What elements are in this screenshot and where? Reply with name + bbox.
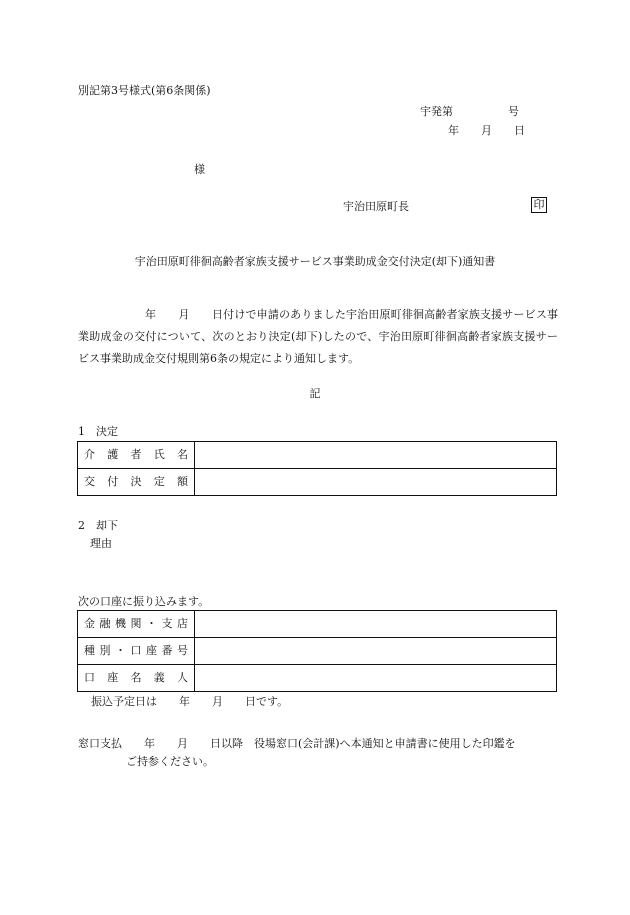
table-label-cell [78,611,195,638]
label-char: 機 [115,617,126,631]
body-paragraph: 年 月 日付けで申請のありました宇治田原町徘徊高齢者家族支援サービス事業助成金の交付について、次のとおり決定(却下)したので、宇治田原町徘徊高齢者家族支援サービス事業助成金交付規則第6条の規定により通知します。 [78,308,558,365]
account-type-number-field[interactable] [195,638,557,665]
label-char: 関 [130,617,142,631]
ki-mark: 記 [309,387,321,400]
grant-amount-label [84,474,188,490]
table-row [78,442,557,469]
grant-amount-field[interactable] [195,469,557,496]
form-label: 別記第3号様式(第6条関係) [78,84,211,97]
document-number: 宇発第 号 [420,105,519,118]
table-row [78,611,557,638]
label-char: 番 [161,644,173,658]
label-char: 氏 [153,448,165,462]
label-char: 口 [130,644,142,658]
label-char: 種 [84,644,95,658]
label-char: ・ [146,617,157,631]
document-date: 年 月 日 [448,124,525,137]
table-label-cell [78,638,195,665]
table-label-cell [78,469,195,496]
label-char: 人 [177,671,188,685]
table-row [78,638,557,665]
label-char: 別 [99,644,111,658]
addressee: 様 [194,163,205,176]
decision-table [77,441,557,496]
label-char: 護 [107,448,119,462]
label-char: 金 [84,617,95,631]
transfer-date-note: 振込予定日は 年 月 日です。 [91,695,289,708]
bank-branch-label [84,616,188,632]
label-char: 号 [177,644,188,658]
table-row [78,469,557,496]
notice-line-2: ご持参ください。 [126,755,214,768]
label-char: 口 [84,671,95,685]
account-type-number-label [84,643,188,659]
label-char: 支 [161,617,173,631]
caregiver-name-field[interactable] [195,442,557,469]
bank-branch-field[interactable] [195,611,557,638]
caregiver-name-label [84,447,188,463]
rejection-heading: 2 却下 [78,519,118,532]
label-char: 付 [107,475,119,489]
table-row [78,665,557,692]
reason-label: 理由 [90,537,112,550]
counter-payment-notice [78,735,558,771]
label-char: 定 [153,475,165,489]
label-char: 額 [177,475,188,489]
table-label-cell [78,665,195,692]
label-char: 名 [177,448,188,462]
account-holder-label [84,670,188,686]
bank-account-intro: 次の口座に振り込みます。 [78,595,210,608]
label-char: 決 [130,475,142,489]
label-char: 義 [153,671,165,685]
bank-account-table [77,610,557,692]
label-char: 交 [84,475,95,489]
account-holder-field[interactable] [195,665,557,692]
table-label-cell [78,442,195,469]
label-char: 者 [130,448,142,462]
label-char: 座 [107,671,119,685]
label-char: 座 [146,644,157,658]
decision-heading: 1 決定 [78,425,118,438]
seal-mark: 印 [531,197,547,213]
label-char: 店 [177,617,188,631]
label-char: ・ [115,644,126,658]
issuer: 宇治田原町長 [343,200,409,213]
notice-line-1: 窓口支払 年 月 日以降 役場窓口(会計課)へ本通知と申請書に使用した印鑑を [78,737,516,750]
document-title: 宇治田原町徘徊高齢者家族支援サービス事業助成金交付決定(却下)通知書 [134,255,496,268]
label-char: 名 [130,671,142,685]
label-char: 融 [99,617,111,631]
label-char: 介 [84,448,95,462]
